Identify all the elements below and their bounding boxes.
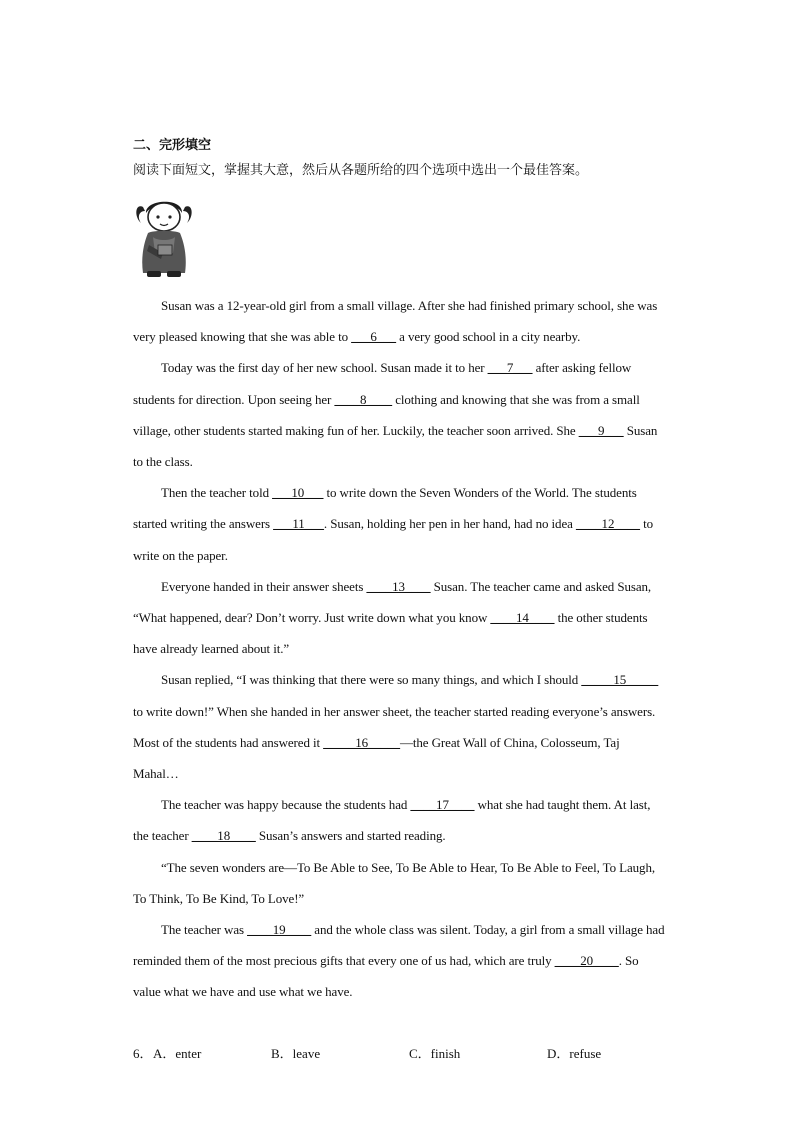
- answer-blank[interactable]: ___9___: [578, 422, 624, 438]
- answer-blank[interactable]: ___7___: [487, 360, 533, 376]
- passage-text: . So value what we have and use what we have.: [133, 953, 639, 1000]
- option-b[interactable]: B．leave: [271, 1046, 321, 1061]
- passage-paragraph: [133, 290, 665, 352]
- passage-text: Susan. The teacher came and asked Susan, “What happened, dear? Don’t worry. Just write down what you know: [133, 578, 652, 626]
- passage-paragraph: [133, 852, 665, 914]
- passage-text: the other students have already learned about it.”: [133, 610, 648, 657]
- passage-paragraph: [133, 789, 665, 851]
- passage-paragraph: [133, 914, 665, 1008]
- passage-text: The teacher was happy because the students had: [161, 797, 411, 813]
- answer-blank[interactable]: ____19____: [247, 922, 312, 938]
- passage-paragraph: [133, 477, 665, 571]
- option-c[interactable]: C．finish: [409, 1046, 461, 1061]
- passage-text: after asking fellow students for direction. Upon seeing her: [133, 360, 632, 407]
- answer-blank[interactable]: ____12____: [575, 516, 640, 532]
- answer-blank[interactable]: _____16_____: [323, 734, 400, 750]
- passage-text: Everyone handed in their answer sheets: [161, 578, 367, 594]
- passage-text: Susan was a 12-year-old girl from a small village. After she had finished primary school, she was very pleased knowing that she was able to: [133, 298, 658, 345]
- passage-text: to write down the Seven Wonders of the World. The students started writing the answers: [133, 485, 637, 532]
- answer-blank[interactable]: ___11___: [273, 516, 324, 532]
- passage-paragraph: [133, 571, 665, 665]
- passage-text: Then the teacher told: [161, 485, 273, 501]
- passage-text: to write on the paper.: [133, 516, 654, 563]
- passage-text: Susan’s answers and started reading.: [255, 828, 446, 844]
- answer-blank[interactable]: ___10___: [272, 485, 324, 501]
- passage-text: and the whole class was silent. Today, a girl from a small village had reminded them of the most precious gifts that every one of us had, which are truly: [133, 922, 665, 969]
- answer-blank[interactable]: ___6___: [351, 329, 396, 345]
- option-a[interactable]: A．enter: [153, 1046, 202, 1061]
- girl-illustration: [133, 193, 195, 279]
- passage-text: —the Great Wall of China, Colosseum, Taj Mahal…: [133, 734, 620, 782]
- section-instruction: 阅读下面短文，掌握其大意，然后从各题所给的四个选项中选出一个最佳答案。: [133, 163, 589, 178]
- passage-text: clothing and knowing that she was from a small village, other students started making fun of her. Luckily, the teacher soon arrived. She: [133, 391, 640, 438]
- cloze-passage: [133, 290, 665, 1008]
- question-number: 6．: [133, 1046, 153, 1061]
- answer-blank[interactable]: ____8____: [334, 391, 393, 407]
- passage-text: Susan to the class.: [133, 422, 658, 470]
- answer-blank[interactable]: _____15_____: [581, 672, 659, 688]
- answer-blank[interactable]: ____18____: [191, 828, 256, 844]
- answer-blank[interactable]: ____20____: [554, 953, 619, 969]
- option-d[interactable]: D．refuse: [547, 1046, 602, 1061]
- passage-text: what she had taught them. At last, the teacher: [133, 797, 651, 844]
- passage-text: The teacher was: [161, 922, 248, 938]
- answer-blank[interactable]: ____13____: [366, 578, 431, 594]
- answer-blank[interactable]: ____17____: [410, 797, 475, 813]
- passage-text: to write down!” When she handed in her answer sheet, the teacher started reading everyone’s answers. Most of the students had answered it: [133, 703, 656, 750]
- section-title: 二、完形填空: [133, 138, 212, 153]
- passage-text: . Susan, holding her pen in her hand, had no idea: [323, 516, 576, 532]
- passage-text: Susan replied, “I was thinking that there were so many things, and which I should: [161, 672, 582, 688]
- question-6-options: [133, 1043, 693, 1065]
- passage-text: a very good school in a city nearby.: [396, 329, 581, 345]
- passage-text: “The seven wonders are—To Be Able to See, To Be Able to Hear, To Be Able to Feel, To Laugh, To Think, To Be Kind, To Love!”: [133, 859, 655, 906]
- passage-text: Today was the first day of her new school. Susan made it to her: [161, 360, 488, 376]
- answer-blank[interactable]: ____14____: [490, 610, 555, 626]
- passage-paragraph: [133, 352, 665, 477]
- passage-paragraph: [133, 664, 665, 789]
